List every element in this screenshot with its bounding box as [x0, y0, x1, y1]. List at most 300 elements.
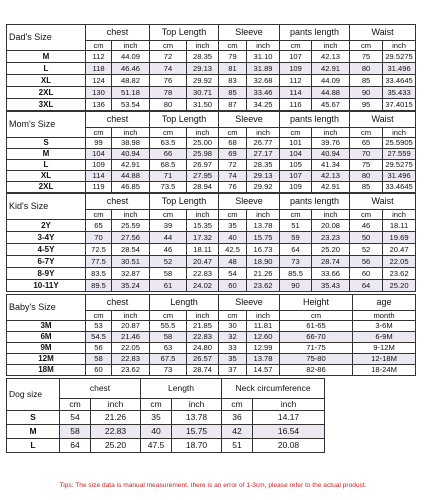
value-cell: 61-65: [280, 321, 353, 332]
value-cell: 52: [350, 244, 383, 256]
table-row: [7, 99, 416, 111]
value-cell: 112: [280, 75, 312, 87]
value-cell: 35: [141, 411, 172, 425]
baby-table-grid: [6, 294, 416, 376]
table-row: [7, 244, 416, 256]
value-cell: 71: [150, 171, 187, 182]
size-label: S: [7, 138, 86, 149]
unit-cell: inch: [112, 210, 150, 220]
value-cell: 82-86: [280, 365, 353, 376]
unit-cell: inch: [383, 41, 416, 51]
size-label: 6M: [7, 332, 86, 343]
value-cell: 30: [219, 321, 247, 332]
value-cell: 35.43: [312, 280, 350, 292]
value-cell: 75: [350, 160, 383, 171]
value-cell: 101: [280, 138, 312, 149]
value-cell: 69: [219, 149, 247, 160]
size-label: L: [7, 63, 86, 75]
value-cell: 23.23: [312, 232, 350, 244]
value-cell: 40: [141, 425, 172, 439]
value-cell: 51.18: [112, 87, 150, 99]
value-cell: 53.54: [112, 99, 150, 111]
value-cell: 47.5: [141, 439, 172, 453]
table-row: [7, 171, 416, 182]
column-header: Waist: [350, 25, 416, 41]
column-header: Length: [141, 379, 222, 399]
value-cell: 63: [150, 343, 187, 354]
unit-cell: cm: [350, 210, 383, 220]
value-cell: 20.08: [253, 439, 325, 453]
value-cell: 76: [219, 182, 247, 193]
value-cell: 95: [350, 99, 383, 111]
value-cell: 52: [150, 256, 187, 268]
size-label: M: [7, 425, 60, 439]
column-header: Length: [150, 295, 219, 311]
value-cell: 25.59: [112, 220, 150, 232]
value-cell: 44.88: [312, 87, 350, 99]
value-cell: 37.4015: [383, 99, 416, 111]
value-cell: 56: [86, 343, 112, 354]
unit-cell: month: [353, 311, 416, 321]
value-cell: 23.62: [112, 365, 150, 376]
value-cell: 12.99: [247, 343, 280, 354]
unit-cell: cm: [350, 128, 383, 138]
value-cell: 32.68: [247, 75, 280, 87]
value-cell: 90: [350, 87, 383, 99]
value-cell: 46: [350, 220, 383, 232]
value-cell: 26.77: [247, 138, 280, 149]
value-cell: 70: [350, 149, 383, 160]
value-cell: 89.5: [86, 280, 112, 292]
column-header: pants length: [280, 194, 350, 210]
unit-cell: cm: [86, 41, 112, 51]
value-cell: 16.54: [253, 425, 325, 439]
value-cell: 22.05: [112, 343, 150, 354]
value-cell: 28.74: [187, 365, 219, 376]
value-cell: 20.08: [312, 220, 350, 232]
unit-cell: inch: [187, 311, 219, 321]
value-cell: 83: [219, 75, 247, 87]
size-label: 2Y: [7, 220, 86, 232]
value-cell: 42.5: [219, 244, 247, 256]
value-cell: 58: [86, 354, 112, 365]
table-row: [7, 332, 416, 343]
table-row: [7, 411, 325, 425]
table-row: [7, 75, 416, 87]
value-cell: 28.35: [187, 51, 219, 63]
table-row: [7, 354, 416, 365]
size-label: 3M: [7, 321, 86, 332]
value-cell: 22.83: [112, 354, 150, 365]
unit-cell: inch: [247, 311, 280, 321]
column-header: chest: [86, 194, 150, 210]
value-cell: 87: [219, 99, 247, 111]
size-label: M: [7, 51, 86, 63]
value-cell: 31.50: [187, 99, 219, 111]
size-label: XL: [7, 75, 86, 87]
value-cell: 80: [150, 99, 187, 111]
value-cell: 71-75: [280, 343, 353, 354]
value-cell: 32.87: [112, 268, 150, 280]
column-header: Neck circumference: [222, 379, 325, 399]
value-cell: 22.83: [91, 425, 141, 439]
value-cell: 20.47: [383, 244, 416, 256]
unit-cell: inch: [187, 41, 219, 51]
value-cell: 16.73: [247, 244, 280, 256]
value-cell: 56: [350, 256, 383, 268]
table-row: [7, 365, 416, 376]
size-label: 2XL: [7, 182, 86, 193]
value-cell: 25.20: [383, 280, 416, 292]
table-row: [7, 138, 416, 149]
unit-cell: inch: [187, 210, 219, 220]
value-cell: 36: [222, 411, 253, 425]
unit-cell: cm: [86, 311, 112, 321]
value-cell: 33: [219, 343, 247, 354]
value-cell: 66-70: [280, 332, 353, 343]
unit-cell: cm: [280, 210, 312, 220]
value-cell: 50: [350, 232, 383, 244]
unit-cell: cm: [150, 41, 187, 51]
value-cell: 42.13: [312, 171, 350, 182]
value-cell: 11.81: [247, 321, 280, 332]
value-cell: 118: [86, 63, 112, 75]
value-cell: 21.26: [91, 411, 141, 425]
kids-table-grid: [6, 193, 416, 292]
value-cell: 34.25: [247, 99, 280, 111]
dog-size-table: [6, 378, 415, 453]
value-cell: 54.5: [86, 332, 112, 343]
value-cell: 26.97: [187, 160, 219, 171]
value-cell: 33.4645: [383, 75, 416, 87]
column-header: Top Length: [150, 112, 219, 128]
value-cell: 18.11: [187, 244, 219, 256]
value-cell: 105: [280, 160, 312, 171]
value-cell: 42.91: [312, 63, 350, 75]
value-cell: 73: [280, 256, 312, 268]
value-cell: 29.92: [247, 182, 280, 193]
value-cell: 76: [150, 75, 187, 87]
value-cell: 28.94: [187, 182, 219, 193]
value-cell: 27.56: [112, 232, 150, 244]
unit-cell: cm: [219, 41, 247, 51]
column-header: Waist: [350, 112, 416, 128]
unit-cell: cm: [219, 128, 247, 138]
table-row: [7, 232, 416, 244]
table-row: [7, 343, 416, 354]
dad-size-table: [6, 24, 415, 111]
mom-table-grid: [6, 111, 416, 193]
unit-cell: cm: [219, 311, 247, 321]
value-cell: 31.496: [383, 171, 416, 182]
value-cell: 26.57: [187, 354, 219, 365]
value-cell: 22.83: [187, 332, 219, 343]
value-cell: 33.46: [247, 87, 280, 99]
value-cell: 31.89: [247, 63, 280, 75]
value-cell: 37: [219, 365, 247, 376]
unit-cell: cm: [350, 41, 383, 51]
value-cell: 63.5: [150, 138, 187, 149]
size-label: 2XL: [7, 87, 86, 99]
unit-cell: inch: [312, 41, 350, 51]
value-cell: 17.32: [187, 232, 219, 244]
unit-cell: cm: [280, 128, 312, 138]
value-cell: 109: [280, 182, 312, 193]
table-title: Dad's Size: [7, 25, 86, 51]
value-cell: 61: [150, 280, 187, 292]
table-row: [7, 182, 416, 193]
value-cell: 15.75: [247, 232, 280, 244]
value-cell: 21.46: [112, 332, 150, 343]
value-cell: 109: [280, 63, 312, 75]
value-cell: 33.66: [312, 268, 350, 280]
value-cell: 44: [150, 232, 187, 244]
table-row: [7, 149, 416, 160]
value-cell: 13.78: [247, 220, 280, 232]
value-cell: 12.60: [247, 332, 280, 343]
value-cell: 12-18M: [353, 354, 416, 365]
value-cell: 54: [219, 268, 247, 280]
column-header: chest: [60, 379, 141, 399]
value-cell: 22.05: [383, 256, 416, 268]
size-label: 12M: [7, 354, 86, 365]
value-cell: 18.11: [383, 220, 416, 232]
value-cell: 60: [86, 365, 112, 376]
table-row: [7, 280, 416, 292]
table-row: [7, 160, 416, 171]
value-cell: 27.17: [247, 149, 280, 160]
value-cell: 60: [350, 268, 383, 280]
value-cell: 104: [86, 149, 112, 160]
value-cell: 21.85: [187, 321, 219, 332]
value-cell: 107: [280, 51, 312, 63]
mom-size-table: [6, 111, 415, 193]
value-cell: 27.559: [383, 149, 416, 160]
value-cell: 35: [219, 220, 247, 232]
value-cell: 65: [350, 138, 383, 149]
value-cell: 29.5275: [383, 160, 416, 171]
value-cell: 73.5: [150, 182, 187, 193]
table-row: [7, 425, 325, 439]
value-cell: 35.24: [112, 280, 150, 292]
table-title: Mom's Size: [7, 112, 86, 138]
size-label: 6-7Y: [7, 256, 86, 268]
column-header: Sleeve: [219, 25, 280, 41]
value-cell: 13.78: [172, 411, 222, 425]
dad-table-grid: [6, 24, 416, 111]
value-cell: 28.74: [312, 256, 350, 268]
size-label: XL: [7, 171, 86, 182]
value-cell: 24.02: [187, 280, 219, 292]
value-cell: 64: [280, 244, 312, 256]
size-label: 3XL: [7, 99, 86, 111]
unit-cell: inch: [383, 128, 416, 138]
value-cell: 74: [150, 63, 187, 75]
value-cell: 35.433: [383, 87, 416, 99]
value-cell: 28.54: [112, 244, 150, 256]
value-cell: 60: [219, 280, 247, 292]
unit-cell: cm: [86, 210, 112, 220]
value-cell: 18.90: [247, 256, 280, 268]
value-cell: 3-6M: [353, 321, 416, 332]
table-row: [7, 439, 325, 453]
value-cell: 54: [60, 411, 91, 425]
value-cell: 25.5905: [383, 138, 416, 149]
value-cell: 114: [280, 87, 312, 99]
value-cell: 15.75: [172, 425, 222, 439]
table-title: Dog size: [7, 379, 60, 411]
value-cell: 75-80: [280, 354, 353, 365]
unit-cell: inch: [112, 41, 150, 51]
value-cell: 39.76: [312, 138, 350, 149]
column-header: Height: [280, 295, 353, 311]
value-cell: 64: [60, 439, 91, 453]
value-cell: 67.5: [150, 354, 187, 365]
unit-cell: cm: [141, 399, 172, 411]
value-cell: 29.13: [247, 171, 280, 182]
unit-cell: inch: [112, 128, 150, 138]
value-cell: 78: [150, 87, 187, 99]
value-cell: 24.80: [187, 343, 219, 354]
value-cell: 6-9M: [353, 332, 416, 343]
unit-cell: inch: [247, 128, 280, 138]
value-cell: 58: [150, 268, 187, 280]
value-cell: 25.20: [312, 244, 350, 256]
kids-size-table: [6, 193, 415, 292]
size-label: 3-4Y: [7, 232, 86, 244]
value-cell: 46: [150, 244, 187, 256]
value-cell: 124: [86, 75, 112, 87]
value-cell: 13.78: [247, 354, 280, 365]
value-cell: 75: [350, 51, 383, 63]
value-cell: 58: [60, 425, 91, 439]
value-cell: 32: [219, 332, 247, 343]
unit-cell: inch: [383, 210, 416, 220]
column-header: pants length: [280, 25, 350, 41]
table-row: [7, 51, 416, 63]
value-cell: 30.71: [187, 87, 219, 99]
value-cell: 25.00: [187, 138, 219, 149]
value-cell: 21.26: [247, 268, 280, 280]
value-cell: 68.5: [150, 160, 187, 171]
value-cell: 53: [86, 321, 112, 332]
value-cell: 22.83: [187, 268, 219, 280]
table-row: [7, 87, 416, 99]
unit-cell: cm: [222, 399, 253, 411]
value-cell: 112: [86, 51, 112, 63]
value-cell: 25.98: [187, 149, 219, 160]
value-cell: 80: [350, 63, 383, 75]
column-header: Sleeve: [219, 194, 280, 210]
value-cell: 40.94: [312, 149, 350, 160]
value-cell: 40: [219, 232, 247, 244]
value-cell: 85: [350, 182, 383, 193]
value-cell: 48: [219, 256, 247, 268]
value-cell: 48.82: [112, 75, 150, 87]
value-cell: 20.87: [112, 321, 150, 332]
value-cell: 90: [280, 280, 312, 292]
column-header: Waist: [350, 194, 416, 210]
column-header: chest: [86, 295, 150, 311]
value-cell: 70: [86, 232, 112, 244]
value-cell: 18.70: [172, 439, 222, 453]
unit-cell: inch: [172, 399, 222, 411]
value-cell: 119: [86, 182, 112, 193]
value-cell: 29.92: [187, 75, 219, 87]
value-cell: 14.17: [253, 411, 325, 425]
value-cell: 64: [350, 280, 383, 292]
value-cell: 42: [222, 425, 253, 439]
value-cell: 44.09: [112, 51, 150, 63]
value-cell: 104: [280, 149, 312, 160]
column-header: chest: [86, 112, 150, 128]
value-cell: 33.4645: [383, 182, 416, 193]
baby-size-table: [6, 294, 415, 376]
table-title: Kid's Size: [7, 194, 86, 220]
value-cell: 38.98: [112, 138, 150, 149]
value-cell: 81: [219, 63, 247, 75]
value-cell: 114: [86, 171, 112, 182]
unit-cell: cm: [280, 41, 312, 51]
value-cell: 9-12M: [353, 343, 416, 354]
value-cell: 29.5275: [383, 51, 416, 63]
value-cell: 99: [86, 138, 112, 149]
value-cell: 40.94: [112, 149, 150, 160]
value-cell: 65: [86, 220, 112, 232]
unit-cell: inch: [312, 210, 350, 220]
value-cell: 20.47: [187, 256, 219, 268]
value-cell: 58: [150, 332, 187, 343]
value-cell: 77.5: [86, 256, 112, 268]
value-cell: 51: [280, 220, 312, 232]
value-cell: 31.10: [247, 51, 280, 63]
value-cell: 116: [280, 99, 312, 111]
value-cell: 45.67: [312, 99, 350, 111]
size-label: M: [7, 149, 86, 160]
size-label: 4-5Y: [7, 244, 86, 256]
unit-cell: inch: [187, 128, 219, 138]
value-cell: 42.13: [312, 51, 350, 63]
value-cell: 25.20: [91, 439, 141, 453]
value-cell: 72: [219, 160, 247, 171]
value-cell: 85.5: [280, 268, 312, 280]
value-cell: 72.5: [86, 244, 112, 256]
unit-cell: inch: [91, 399, 141, 411]
value-cell: 44.88: [112, 171, 150, 182]
value-cell: 136: [86, 99, 112, 111]
value-cell: 29.13: [187, 63, 219, 75]
size-label: S: [7, 411, 60, 425]
value-cell: 39: [150, 220, 187, 232]
size-label: 10-11Y: [7, 280, 86, 292]
column-header: chest: [86, 25, 150, 41]
value-cell: 51: [222, 439, 253, 453]
value-cell: 130: [86, 87, 112, 99]
value-cell: 28.35: [247, 160, 280, 171]
value-cell: 66: [150, 149, 187, 160]
value-cell: 42.91: [312, 182, 350, 193]
unit-cell: cm: [150, 210, 187, 220]
size-label: 9M: [7, 343, 86, 354]
size-label: 8-9Y: [7, 268, 86, 280]
value-cell: 79: [219, 51, 247, 63]
tips-text: Tips: The size data is manual measurement, there is an error of 1-3cm, please refer to the actual product.: [59, 482, 367, 489]
value-cell: 15.35: [187, 220, 219, 232]
unit-cell: cm: [280, 311, 353, 321]
unit-cell: inch: [247, 41, 280, 51]
value-cell: 59: [280, 232, 312, 244]
table-row: [7, 256, 416, 268]
